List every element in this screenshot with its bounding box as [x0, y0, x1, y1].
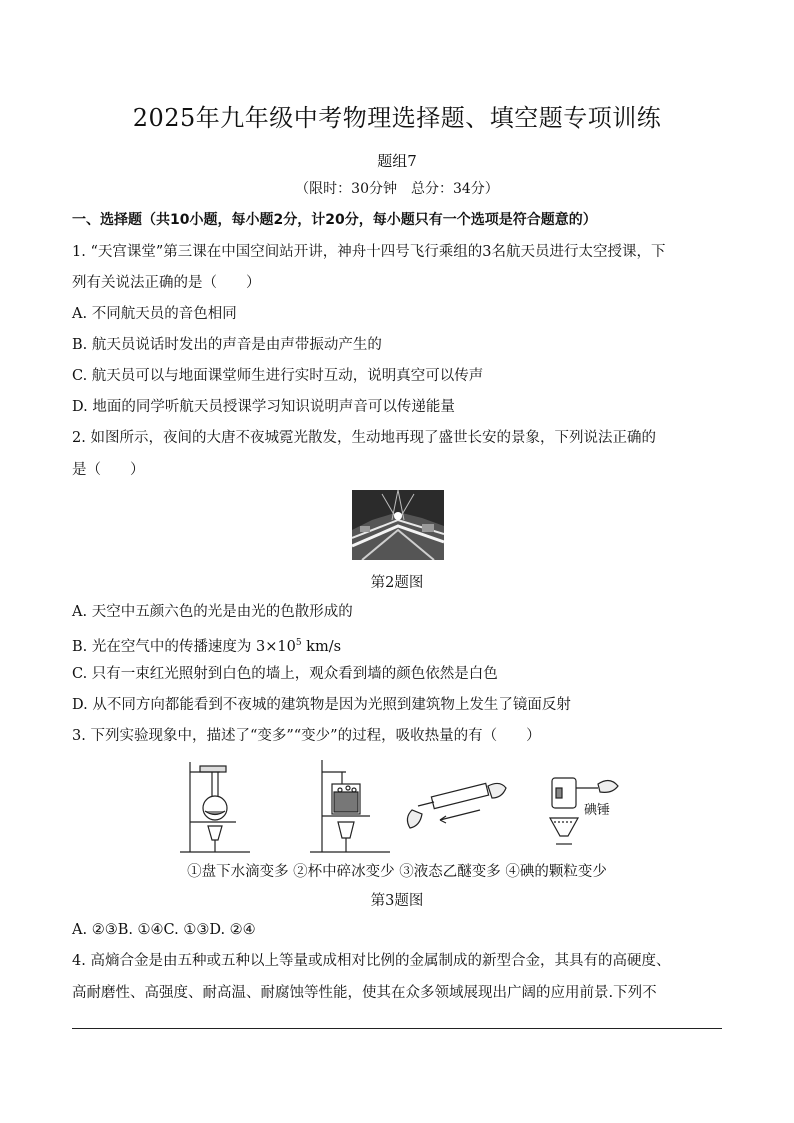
q2-option-c: C. 只有一束红光照射到白色的墙上，观众看到墙的颜色依然是白色 — [72, 666, 498, 682]
footer-rule — [72, 1028, 722, 1029]
apparatus-2 — [310, 760, 390, 852]
time-limit: （限时：30分钟 总分：34分） — [295, 181, 499, 197]
q2-option-b-exponent: 5 — [295, 638, 302, 648]
apparatus-3 — [407, 783, 506, 828]
q3-stem: 3. 下列实验现象中，描述了“变多”“变少”的过程，吸收热量的有（ ） — [72, 728, 541, 744]
q4-stem-line1: 4. 高熵合金是由五种或五种以上等量或成相对比例的金属制成的新型合金，其具有的高硬度、 — [72, 953, 671, 969]
group-subtitle: 题组7 — [377, 152, 417, 170]
q1-option-c: C. 航天员可以与地面课堂师生进行实时互动，说明真空可以传声 — [72, 368, 484, 384]
q2-option-b — [72, 633, 732, 657]
q2-stem-line2: 是（ ） — [72, 462, 145, 478]
q3-figure-caption: 第3题图 — [370, 893, 424, 909]
q2-option-b-prefix: B. 光在空气中的传播速度为 3×10 — [72, 638, 296, 655]
night-city-photo — [352, 490, 444, 560]
section-heading: 一、选择题（共10小题，每小题2分，计20分，每小题只有一个选项是符合题意的） — [72, 212, 597, 228]
q2-option-b-suffix: km/s — [301, 638, 342, 655]
q1-option-a: A. 不同航天员的音色相同 — [72, 306, 237, 322]
q4-stem-line2: 高耐磨性、高强度、耐高温、耐腐蚀等性能，使其在众多领域展现出广阔的应用前景.下列不 — [72, 985, 657, 1001]
q3-experiment-drawings — [150, 756, 650, 856]
q3-experiment-figure — [150, 756, 650, 856]
q2-figure-caption: 第2题图 — [370, 575, 424, 591]
q1-option-b: B. 航天员说话时发出的声音是由声带振动产生的 — [72, 337, 382, 353]
page-title: 2025年九年级中考物理选择题、填空题专项训练 — [132, 104, 662, 132]
q2-option-a: A. 天空中五颜六色的光是由光的色散形成的 — [72, 604, 353, 620]
q3-figure-labels: ①盘下水滴变多 ②杯中碎冰变少 ③液态乙醚变多 ④碘的颗粒变少 — [187, 864, 607, 880]
q2-stem-line1: 2. 如图所示，夜间的大唐不夜城霓光散发，生动地再现了盛世长安的景象，下列说法正确的 — [72, 430, 656, 446]
iodine-hammer-label: 碘锤 — [584, 803, 611, 818]
q1-stem-line2: 列有关说法正确的是（ ） — [72, 275, 261, 291]
q1-option-d: D. 地面的同学听航天员授课学习知识说明声音可以传递能量 — [72, 399, 455, 415]
q3-options: A. ②③B. ①④C. ①③D. ②④ — [72, 922, 256, 938]
q2-option-d: D. 从不同方向都能看到不夜城的建筑物是因为光照到建筑物上发生了镜面反射 — [72, 697, 571, 713]
q1-stem-line1: 1. “天宫课堂”第三课在中国空间站开讲，神舟十四号飞行乘组的3名航天员进行太空授课，下 — [72, 244, 666, 260]
night-city-image — [352, 490, 444, 560]
apparatus-1 — [180, 762, 250, 852]
